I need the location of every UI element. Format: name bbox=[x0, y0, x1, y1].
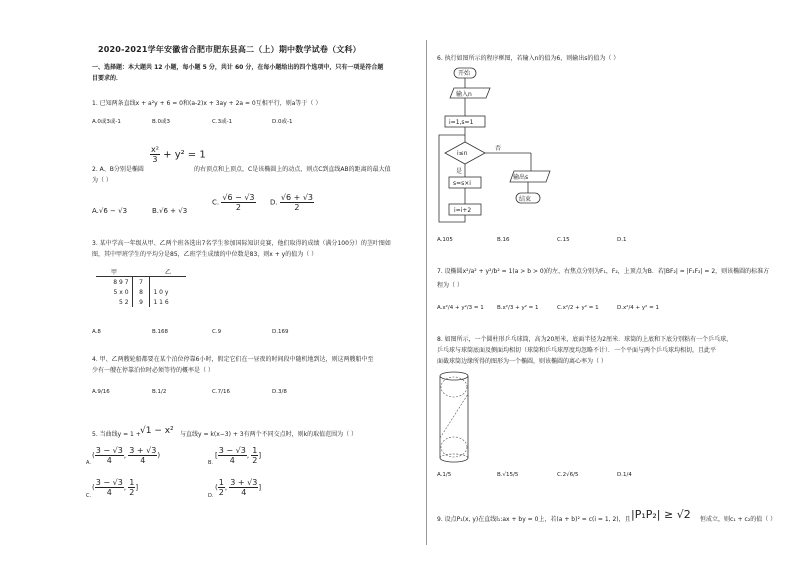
question-4-text-cont: 少有一艘在停靠泊位时必须等待的概率是（ ） bbox=[92, 367, 214, 374]
q7-option-d[interactable]: D.x²/4 + y² = 1 bbox=[617, 305, 659, 311]
section-heading: 一、选择题：本大题共 12 小题，每小题 5 分，共计 60 分，在每小题给出的四个选项中，只有一项是符合题 bbox=[92, 64, 384, 71]
question-3-text-cont: 图，其中甲班学生的平均分是85，乙班学生成绩的中位数是83，则x + y的值为（ ） bbox=[92, 251, 318, 258]
cylinder-bottom bbox=[440, 458, 468, 462]
question-7: 7. 设椭圆x²/a² + y²/b² = 1(a > b > 0)的左、右焦点分别为F₁，F₂，上顶点为B．若|BF₂| = |F₁F₂| = 2，则该椭圆的标准方 bbox=[437, 268, 770, 275]
q4-option-b[interactable]: B.1/2 bbox=[152, 389, 167, 395]
flow-no-label: 否 bbox=[495, 145, 502, 152]
q2-option-b[interactable]: B.√6 + √3 bbox=[152, 207, 188, 215]
q8-option-d[interactable]: D.1/4 bbox=[617, 472, 632, 478]
flow-body-label: s=s×i bbox=[453, 180, 471, 187]
tangent-plane-line bbox=[440, 394, 468, 438]
flow-input-label: 输入n bbox=[456, 91, 472, 98]
q7-option-b[interactable]: B.x²/3 + y² = 1 bbox=[497, 305, 539, 311]
q6-option-a[interactable]: A.105 bbox=[437, 237, 453, 243]
stem-leaf-left-1: 8 9 7 bbox=[113, 278, 129, 286]
stem-leaf-right-2: 1 0 y bbox=[153, 288, 169, 296]
q9-formula: |P₁P₂| ≥ √2 bbox=[631, 508, 691, 521]
question-7-text-cont: 程为（ ） bbox=[437, 282, 463, 289]
q8-option-b[interactable]: B.√15/5 bbox=[497, 472, 519, 478]
q5-sqrt: √1 − x² bbox=[140, 426, 174, 436]
flow-end-label: 结束 bbox=[519, 196, 532, 203]
q2-option-c[interactable]: C. $\frac{√6 - √3}{2}$ bbox=[212, 193, 255, 212]
q3-option-d[interactable]: D.169 bbox=[272, 329, 289, 335]
flow-output-label: 输出s bbox=[513, 174, 529, 181]
flow-increment-label: i=i+2 bbox=[454, 207, 472, 214]
q4-option-d[interactable]: D.3/8 bbox=[272, 389, 287, 395]
q6-option-c[interactable]: C.15 bbox=[557, 237, 570, 243]
q8-option-a[interactable]: A.1/5 bbox=[437, 472, 452, 478]
question-8-text-cont: 乒乓球与球筒底面及侧面均相切（球筒和乒乓球厚度均忽略不计）．一个平面与两个乒乓球均相切，且此平 bbox=[437, 347, 717, 354]
header-jia: 甲 bbox=[111, 268, 118, 276]
question-5: 与直线y = k(x−3) + 3有两个不同交点时，则k的取值范围为（ ） bbox=[180, 431, 357, 438]
q1-option-d[interactable]: D.0或-1 bbox=[272, 119, 293, 125]
question-4: 4. 甲、乙两艘轮船都要在某个泊位停靠6小时，假定它们在一昼夜的时间段中随机地到达，则这两艘船中至 bbox=[92, 356, 374, 363]
question-2-text: 的右顶点和上顶点，C是该椭圆上的动点，则点C到直线AB的距离的最大值 bbox=[194, 166, 391, 173]
q5-option-a[interactable]: ( $\frac{3 - √3}{4}$ , $\frac{3 + √3}{4}$ ) bbox=[92, 446, 161, 465]
q5-option-c[interactable]: ( $\frac{3 - √3}{4}$ , $\frac{1}{2}$ ] bbox=[92, 478, 139, 497]
q2-option-d[interactable]: D. $\frac{√6 + √3}{2}$ bbox=[270, 193, 314, 212]
stem-leaf-right-1 bbox=[150, 277, 186, 288]
q5-option-b-label: B. bbox=[208, 460, 214, 466]
stem-leaf-left-3: 5 2 bbox=[118, 298, 129, 306]
question-5-prefix: 5. 当曲线y = 1 + bbox=[92, 431, 141, 438]
section-heading-cont: 目要求的． bbox=[92, 75, 123, 82]
q2-option-a[interactable]: A.√6 − √3 bbox=[92, 207, 128, 215]
header-yi: 乙 bbox=[164, 268, 171, 276]
stem-3: 9 bbox=[132, 297, 150, 307]
stem-leaf-left-2: 5 x 0 bbox=[113, 288, 129, 296]
flow-start-label: 开始 bbox=[458, 70, 471, 77]
question-9-text-cont: 恒成立，则c₁ + c₂的值（ ） bbox=[700, 516, 777, 523]
q3-option-a[interactable]: A.8 bbox=[92, 329, 101, 335]
q8-option-c[interactable]: C.2√6/5 bbox=[557, 472, 579, 478]
question-6: 6. 执行如图所示的程序框图，若输入n的值为6，则输出s的值为（ ） bbox=[437, 55, 620, 62]
question-2-text-cont: 为（ ） bbox=[92, 177, 112, 184]
question-8-text-cont2: 面截球筒边缘所得的图形为一个椭圆，则该椭圆的离心率为（ ） bbox=[437, 358, 607, 365]
flow-init-label: i=1,s=1 bbox=[449, 119, 474, 126]
question-1: 1. 已知两条直线x + a²y + 6 = 0和(a-2)x + 3ay + 2a = 0互相平行，则a等于（ ） bbox=[92, 100, 322, 107]
stem-leaf-right-3: 1 1 6 bbox=[153, 298, 169, 306]
q3-option-b[interactable]: B.168 bbox=[152, 329, 169, 335]
column-divider bbox=[426, 40, 427, 545]
q7-option-c[interactable]: C.x²/2 + y² = 1 bbox=[557, 305, 599, 311]
q5-option-d[interactable]: ( $\frac{1}{2}$ , $\frac{3 + √3}{4}$ ] bbox=[215, 478, 262, 497]
q1-option-c[interactable]: C.3或-1 bbox=[212, 119, 233, 125]
flow-yes-label: 是 bbox=[456, 168, 463, 175]
q1-option-b[interactable]: B.0或3 bbox=[152, 119, 171, 125]
q6-option-b[interactable]: B.16 bbox=[497, 237, 510, 243]
flow-condition-label: i≤n bbox=[457, 150, 468, 157]
cylinder-top bbox=[440, 372, 468, 380]
question-2: 2. A、B分别是椭圆 bbox=[92, 166, 144, 173]
stem-2: 8 bbox=[132, 287, 150, 297]
q4-option-a[interactable]: A.9/16 bbox=[92, 389, 110, 395]
q7-option-a[interactable]: A.x²/4 + y²/3 = 1 bbox=[437, 305, 484, 311]
q5-option-c-label: C. bbox=[86, 493, 92, 499]
stem-leaf-table bbox=[96, 266, 186, 307]
stem-1: 7 bbox=[132, 277, 150, 288]
q6-option-d[interactable]: D.1 bbox=[617, 237, 627, 243]
q5-option-d-label: D. bbox=[208, 493, 214, 499]
question-9: 9. 设点P₁(x, y)在直线l₁:ax + by = 0上，若(a + b)² = c(i = 1, 2)，且 bbox=[437, 516, 631, 523]
cylinder-figure bbox=[437, 370, 477, 466]
q5-option-b[interactable]: [ $\frac{3 - √3}{4}$ , $\frac{1}{2}$ ] bbox=[215, 446, 262, 465]
q5-option-a-label: A. bbox=[86, 460, 91, 466]
page-title: 2020-2021学年安徽省合肥市肥东县高二（上）期中数学试卷（文科） bbox=[98, 45, 361, 54]
q4-option-c[interactable]: C.7/16 bbox=[212, 389, 230, 395]
q2-formula: $\frac{\text{x²}}{3}$ + y² = 1 bbox=[151, 145, 206, 164]
q1-option-a[interactable]: A.0或3或-1 bbox=[92, 119, 121, 125]
q3-option-c[interactable]: C.9 bbox=[212, 329, 222, 335]
question-8: 8. 如图所示，一个圆柱形乒乓球筒，高为20厘米，底面半径为2厘米．球筒的上底和下底分别粘有一个乒乓球， bbox=[437, 336, 733, 343]
question-3: 3. 某中学高一年级从甲、乙两个班各选出7名学生参加国际知识竞赛，他们取得的成绩（满分100分）的茎叶图如 bbox=[92, 240, 391, 247]
